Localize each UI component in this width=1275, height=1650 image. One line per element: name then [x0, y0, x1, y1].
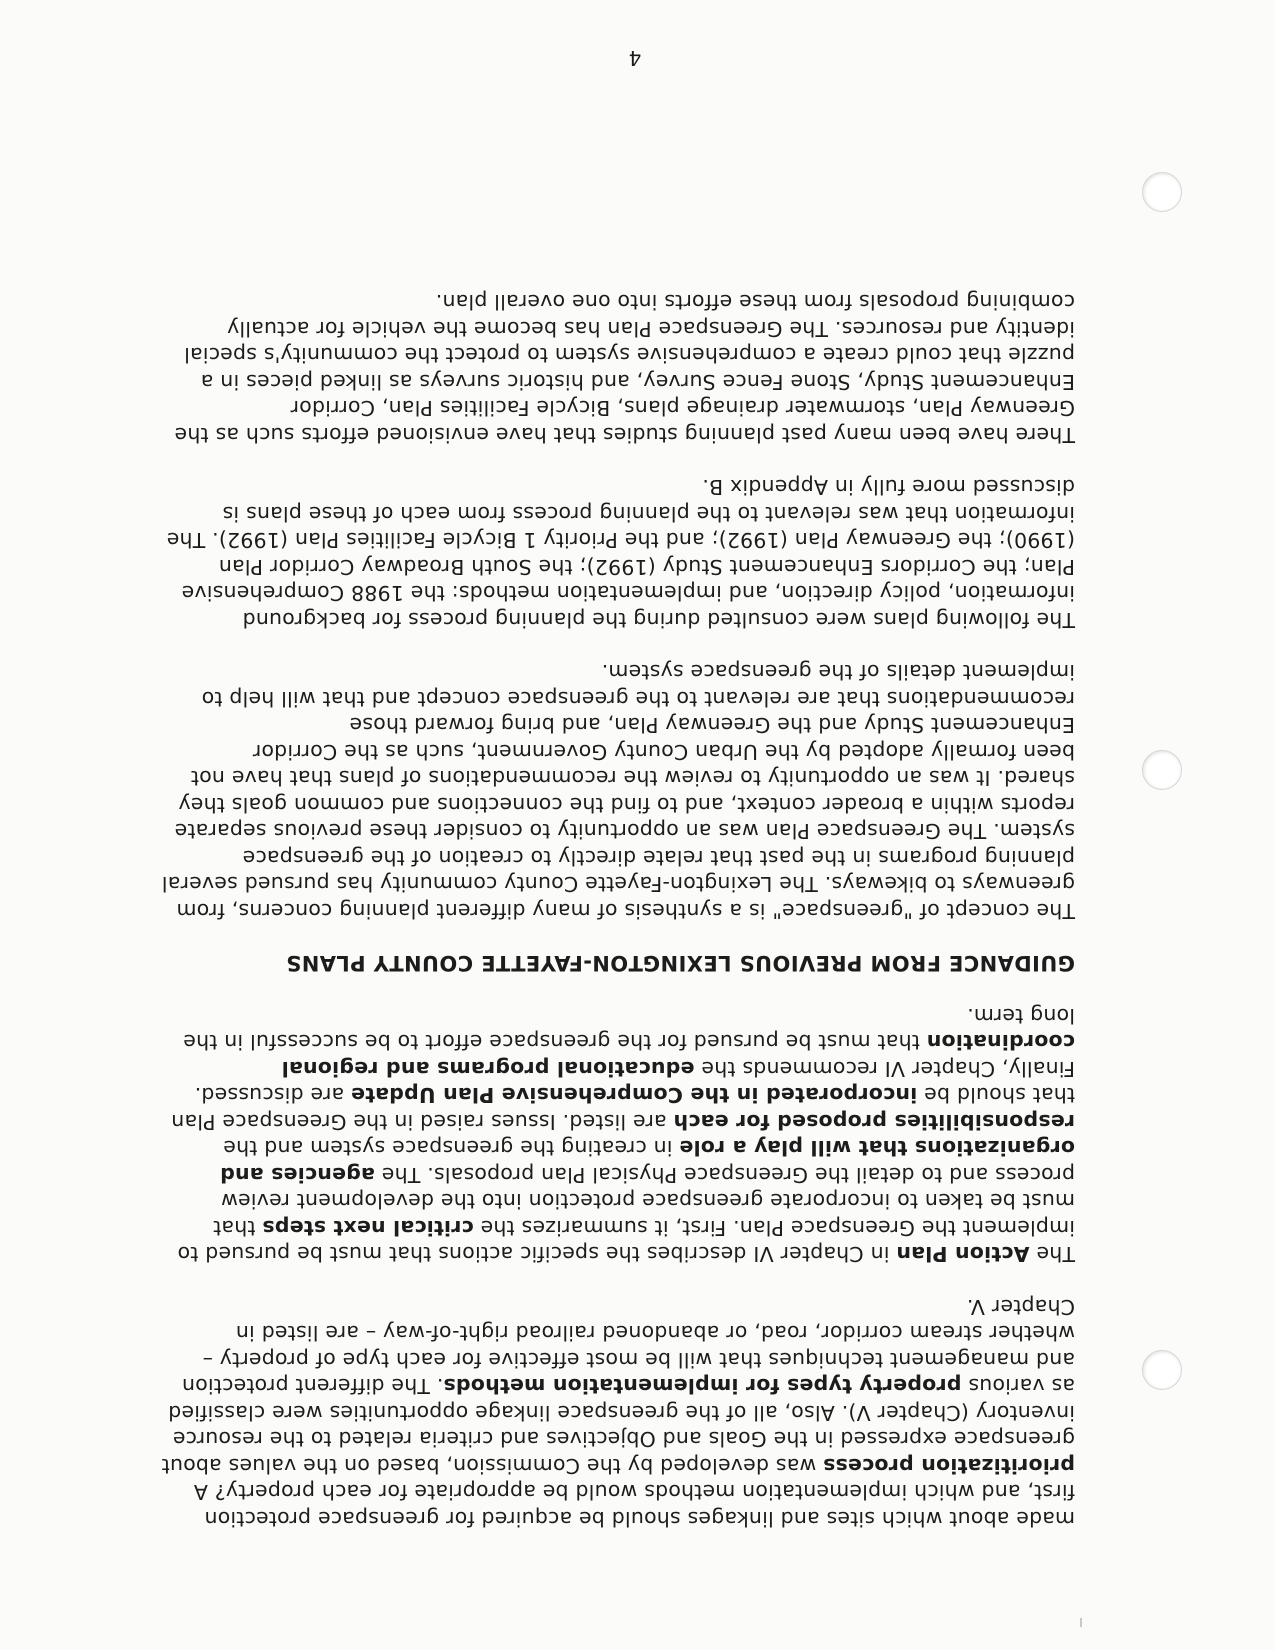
paragraph-past-studies: There have been many past planning studies that have envisioned efforts such as the Greenway Plan, stormwater drainage plans, Bicycle Facilities Plan, Corridor Enhancement Study, Stone Fence Survey, and historic surveys as linked pieces in a puzzle that could create a comprehensive system to protect the community's special identity and resources. The Greenspace Plan has become the vehicle for actually combining proposals from these efforts into one overall plan. [174, 290, 1075, 447]
bold-term: agencies and organizations that will play a role [219, 1136, 1075, 1187]
text-span: are discussed. Finally, Chapter VI recommends the [194, 1057, 1075, 1108]
text-span: The [1029, 1242, 1075, 1267]
text-span: that must be pursued for the greenspace effort to be successful in the long term. [183, 1004, 1075, 1055]
text-span: are listed. Issues raised in the Greenspace Plan that should be [171, 1083, 1075, 1134]
paragraph-action-plan [160, 1003, 1075, 1268]
bold-term: property types for implementation methods [443, 1374, 962, 1399]
paragraph-prioritization [160, 1294, 1075, 1533]
paragraph-greenspace-concept: The concept of "greenspace" is a synthesis of many different planning concerns, from greenways to bikeways. The Lexington-Fayette County community has pursued several planning programs in the past that relate directly to creation of the greenspace system. The Greenspace Plan was an opportunity to consider these previous separate reports within a broader context, and to find the connections and common goals they shared. It was an opportunity to review the recommendations of plans that have not been formally adopted by the Urban County Government, such as the Corridor Enhancement Study and the Greenway Plan, and bring forward those recommendations that are relevant to the greenspace concept and that will help to implement details of the greenspace system. [161, 660, 1075, 923]
text-span: made about which sites and linkages should be acquired for greenspace protection first, and which implementation methods would be appropriate for each property? A [193, 1480, 1075, 1531]
text-column [160, 263, 1075, 1532]
text-span: . The different protection and management techniques that will be most effective for each type of property – whether stream corridor, road, or abandoned railroad right-of-way – are listed in Chapter V. [181, 1295, 1075, 1399]
paragraph-plans-consulted: The following plans were consulted during the planning process for background information, policy direction, and implementation methods: the 1988 Comprehensive Plan; the Corridors Enhancement Study (1992); the South Broadway Corridor Plan (1990); the Greenway Plan (1992); and the Priority 1 Bicycle Facilities Plan (1992). The information that was relevant to the planning process from each of these plans is discussed more fully in Appendix B. [166, 475, 1075, 632]
bold-term: prioritization process [823, 1454, 1075, 1478]
bold-term: Action Plan [896, 1242, 1030, 1267]
text-span: in creating the greenspace system and the [223, 1136, 680, 1161]
bold-term: educational programs and regional coordination [281, 1030, 1075, 1081]
bold-term: responsibilities proposed for each [673, 1110, 1075, 1134]
text-span: was developed by the Commission, based on the values about greenspace expressed in the Goals and Objectives and criteria related to the resource inventory (Chapter V). Also, all of the greenspace linkage opportunities were classified as various [161, 1374, 1075, 1478]
bold-term: critical next steps [262, 1216, 474, 1240]
bold-term: incorporated in the Comprehensive Plan Update [350, 1083, 918, 1108]
text-span: in Chapter VI describes the specific actions that must be pursued to implement the Greenspace Plan. First, it summarizes the [177, 1216, 1075, 1267]
page-number: 4 [628, 46, 642, 70]
text-span: that must be taken to incorporate greenspace protection into the development review process and to detail the Greenspace Physical Plan proposals. The [213, 1163, 1075, 1240]
section-heading: GUIDANCE FROM PREVIOUS LEXINGTON-FAYETTE COUNTY PLANS [285, 951, 1075, 976]
